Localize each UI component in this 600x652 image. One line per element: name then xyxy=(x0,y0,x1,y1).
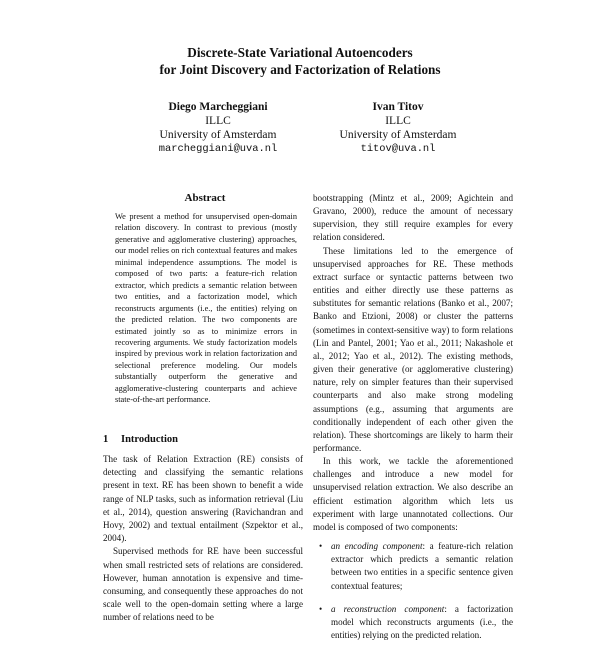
author-affiliation: ILLC xyxy=(205,115,231,127)
abstract-heading: Abstract xyxy=(184,192,226,204)
left-column-body xyxy=(103,453,303,625)
right-paragraph-3: In this work, we tackle the aforementioned challenges and introduce a new model for unsupervised relation extraction. We also describe an efficient estimation algorithm which lets us experiment with large unannotated collections. Our model is composed of two components: xyxy=(313,456,513,532)
intro-paragraph-2: Supervised methods for RE have been successful when small restricted sets of relations are considered. However, human annotation is expensive and time-consuming, and consequently these approaches do not scale well to the open-domain setting where a large number of relations need to be xyxy=(103,546,303,623)
author-name: Ivan Titov xyxy=(372,101,424,113)
section-heading-introduction xyxy=(103,434,303,445)
author-block-2 xyxy=(283,100,513,156)
bullet-icon: • xyxy=(319,603,323,614)
abstract-text: We present a method for unsupervised open-domain relation discovery. In contrast to previous (mostly generative and agglomerative clustering) approaches, our model relies on rich contextual features and makes minimal independence assumptions. The model is composed of two parts: a feature-rich relation extractor, which predicts a semantic relation between two entities, and a factorization model, which reconstructs arguments (i.e., the entities) relying on the predicted relation. The two components are estimated jointly so as to minimize errors in recovering arguments. We study factorization models inspired by previous work in relation factorization and selectional preference modeling. Our models substantially outperform the generative and agglomerative-clustering counterparts and achieve state-of-the-art performance. xyxy=(115,212,297,405)
bullet-icon: • xyxy=(319,541,323,552)
paper-title xyxy=(0,44,600,78)
author-institution: University of Amsterdam xyxy=(339,129,457,141)
section-title: Introduction xyxy=(121,434,178,445)
right-column-body xyxy=(313,192,513,652)
component-list xyxy=(313,540,513,642)
list-item-text: : a factorization model which reconstructs arguments (i.e., the entities) relying on the predicted relation. xyxy=(331,603,514,640)
right-paragraph-2: These limitations led to the emergence of unsupervised approaches for RE. These methods extract surface or syntactic patterns between two entities and either directly use these patterns as substitutes for semantic relations (Banko et al., 2007; Banko and Etzioni, 2008) or cluster the patterns (sometimes in context-sensitive way) to form relations (Lin and Pantel, 2001; Yao et al., 2011; Nakashole et al., 2012; Yao et al., 2012). The existing methods, given their generative (or agglomerative clustering) nature, rely on simpler features than their supervised counterparts and also make strong modeling assumptions (e.g., assuming that arguments are conditionally independent of each other given the relation). These shortcomings are likely to harm their performance. xyxy=(313,245,513,453)
author-name: Diego Marcheggiani xyxy=(168,101,268,113)
title-line-1: Discrete-State Variational Autoencoders xyxy=(187,45,413,60)
intro-paragraph-1: The task of Relation Extraction (RE) consists of detecting and classifying the semantic relations present in text. RE has been shown to benefit a wide range of NLP tasks, such as information retrieval (Liu et al., 2014), question answering (Ravichandran and Hovy, 2002) and textual entailment (Szpektor et al., 2004). xyxy=(103,454,303,544)
author-email: titov@uva.nl xyxy=(360,143,436,155)
author-institution: University of Amsterdam xyxy=(159,129,277,141)
right-paragraph-1: bootstrapping (Mintz et al., 2009; Agichtein and Gravano, 2000), reduce the amount of necessary supervision, they still require examples for every relation considered. xyxy=(313,193,513,243)
list-item-text: : a feature-rich relation extractor which predicts a semantic relation between two entities in a specific sentence given contextual features; xyxy=(331,541,513,591)
author-email: marcheggiani@uva.nl xyxy=(158,143,278,155)
section-number: 1 xyxy=(103,434,109,445)
list-item xyxy=(313,603,513,642)
list-item-term: a reconstruction component xyxy=(331,603,445,614)
list-item xyxy=(313,540,513,593)
author-affiliation: ILLC xyxy=(385,115,411,127)
title-line-2: for Joint Discovery and Factorization of Relations xyxy=(159,62,441,77)
list-item-term: an encoding component xyxy=(331,541,423,552)
